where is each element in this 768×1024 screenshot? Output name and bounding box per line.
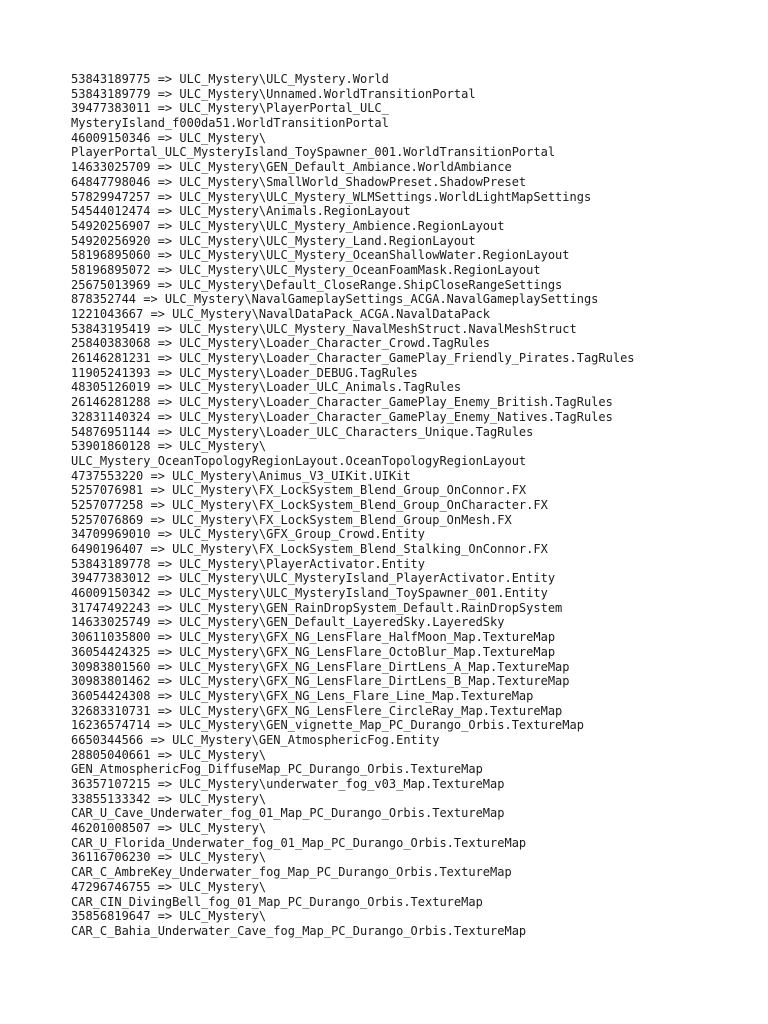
text-line: 32683310731 => ULC_Mystery\GFX_NG_LensFlere_CircleRay_Map.TextureMap [71, 703, 563, 718]
text-line: 53901860128 => ULC_Mystery\ [71, 439, 267, 454]
text-line: GEN_AtmosphericFog_DiffuseMap_PC_Durango_Orbis.TextureMap [71, 762, 483, 777]
text-line: 30983801560 => ULC_Mystery\GFX_NG_LensFlare_DirtLens_A_Map.TextureMap [71, 659, 570, 674]
document-body [71, 72, 751, 939]
text-line: 878352744 => ULC_Mystery\NavalGameplaySettings_ACGA.NavalGameplaySettings [71, 292, 599, 307]
text-line: CAR_CIN_DivingBell_fog_01_Map_PC_Durango_Orbis.TextureMap [71, 894, 483, 909]
text-line: 14633025749 => ULC_Mystery\GEN_Default_LayeredSky.LayeredSky [71, 615, 505, 630]
text-line: 54876951144 => ULC_Mystery\Loader_ULC_Characters_Unique.TagRules [71, 424, 534, 439]
text-line: 5257076869 => ULC_Mystery\FX_LockSystem_Blend_Group_OnMesh.FX [71, 512, 512, 527]
text-line: 47296746755 => ULC_Mystery\ [71, 879, 267, 894]
text-line: 6490196407 => ULC_Mystery\FX_LockSystem_Blend_Stalking_OnConnor.FX [71, 542, 548, 556]
text-line: 32831140324 => ULC_Mystery\Loader_Character_GamePlay_Enemy_Natives.TagRules [71, 409, 613, 424]
text-line: 11905241393 => ULC_Mystery\Loader_DEBUG.TagRules [71, 365, 418, 380]
text-line: 54544012474 => ULC_Mystery\Animals.RegionLayout [71, 204, 411, 219]
text-line: 48305126019 => ULC_Mystery\Loader_ULC_Animals.TagRules [71, 380, 462, 395]
text-line: 1221043667 => ULC_Mystery\NavalDataPack_ACGA.NavalDataPack [71, 307, 491, 321]
text-line: 54920256907 => ULC_Mystery\ULC_Mystery_Ambience.RegionLayout [71, 218, 505, 233]
text-line: 5257077258 => ULC_Mystery\FX_LockSystem_Blend_Group_OnCharacter.FX [71, 497, 548, 512]
text-line: 25840383068 => ULC_Mystery\Loader_Character_Crowd.TagRules [71, 336, 491, 351]
text-line: 64847798046 => ULC_Mystery\SmallWorld_ShadowPreset.ShadowPreset [71, 174, 527, 189]
text-line: 54920256920 => ULC_Mystery\ULC_Mystery_Land.RegionLayout [71, 233, 476, 248]
text-line: 26146281288 => ULC_Mystery\Loader_Character_GamePlay_Enemy_British.TagRules [71, 395, 613, 410]
text-line: 58196895072 => ULC_Mystery\ULC_Mystery_OceanFoamMask.RegionLayout [71, 262, 541, 277]
text-line: 34709969010 => ULC_Mystery\GFX_Group_Crowd.Entity [71, 527, 426, 542]
text-line: CAR_C_Bahia_Underwater_Cave_fog_Map_PC_Durango_Orbis.TextureMap [71, 923, 527, 938]
text-line: 36054424325 => ULC_Mystery\GFX_NG_LensFlare_OctoBlur_Map.TextureMap [71, 644, 556, 659]
text-line: 53843189775 => ULC_Mystery\ULC_Mystery.World [71, 72, 389, 86]
text-line: MysteryIsland_f000da51.WorldTransitionPortal [71, 116, 389, 131]
text-line: 53843189778 => ULC_Mystery\PlayerActivator.Entity [71, 556, 426, 571]
text-line: ULC_Mystery_OceanTopologyRegionLayout.OceanTopologyRegionLayout [71, 453, 527, 468]
text-line: 14633025709 => ULC_Mystery\GEN_Default_Ambiance.WorldAmbiance [71, 160, 512, 175]
text-line: 46009150346 => ULC_Mystery\ [71, 130, 267, 145]
text-line: 26146281231 => ULC_Mystery\Loader_Character_GamePlay_Friendly_Pirates.TagRules [71, 351, 635, 366]
text-line: 6650344566 => ULC_Mystery\GEN_AtmosphericFog.Entity [71, 732, 440, 747]
text-line: 39477383012 => ULC_Mystery\ULC_MysteryIsland_PlayerActivator.Entity [71, 571, 556, 586]
text-line: CAR_U_Florida_Underwater_fog_01_Map_PC_Durango_Orbis.TextureMap [71, 835, 527, 850]
text-line: 36116706230 => ULC_Mystery\ [71, 850, 267, 865]
text-line: CAR_C_AmbreKey_Underwater_fog_Map_PC_Durango_Orbis.TextureMap [71, 865, 512, 880]
text-line: PlayerPortal_ULC_MysteryIsland_ToySpawner_001.WorldTransitionPortal [71, 145, 556, 160]
text-line: 28805040661 => ULC_Mystery\ [71, 747, 267, 762]
text-line: 33855133342 => ULC_Mystery\ [71, 791, 267, 806]
text-line: 4737553220 => ULC_Mystery\Animus_V3_UIKit.UIKit [71, 468, 411, 483]
text-line: 46201008507 => ULC_Mystery\ [71, 821, 267, 836]
text-line: 35856819647 => ULC_Mystery\ [71, 909, 267, 924]
text-line: 58196895060 => ULC_Mystery\ULC_Mystery_OceanShallowWater.RegionLayout [71, 248, 570, 263]
text-line: 5257076981 => ULC_Mystery\FX_LockSystem_Blend_Group_OnConnor.FX [71, 483, 527, 498]
text-line: 57829947257 => ULC_Mystery\ULC_Mystery_WLMSettings.WorldLightMapSettings [71, 189, 592, 204]
text-line: 16236574714 => ULC_Mystery\GEN_vignette_Map_PC_Durango_Orbis.TextureMap [71, 718, 584, 733]
text-line: 53843195419 => ULC_Mystery\ULC_Mystery_NavalMeshStruct.NavalMeshStruct [71, 321, 577, 336]
text-line: 53843189779 => ULC_Mystery\Unnamed.WorldTransitionPortal [71, 86, 476, 101]
text-line: 31747492243 => ULC_Mystery\GEN_RainDropSystem_Default.RainDropSystem [71, 600, 563, 615]
text-line: 30983801462 => ULC_Mystery\GFX_NG_LensFlare_DirtLens_B_Map.TextureMap [71, 674, 570, 689]
text-line: 36054424308 => ULC_Mystery\GFX_NG_Lens_Flare_Line_Map.TextureMap [71, 688, 534, 703]
text-line: 25675013969 => ULC_Mystery\Default_CloseRange.ShipCloseRangeSettings [71, 277, 563, 292]
text-line: 36357107215 => ULC_Mystery\underwater_fog_v03_Map.TextureMap [71, 777, 505, 791]
text-line: 46009150342 => ULC_Mystery\ULC_MysteryIsland_ToySpawner_001.Entity [71, 586, 548, 601]
text-line: CAR_U_Cave_Underwater_fog_01_Map_PC_Durango_Orbis.TextureMap [71, 806, 505, 821]
text-line: 39477383011 => ULC_Mystery\PlayerPortal_ULC_ [71, 101, 389, 116]
text-line: 30611035800 => ULC_Mystery\GFX_NG_LensFlare_HalfMoon_Map.TextureMap [71, 630, 556, 645]
